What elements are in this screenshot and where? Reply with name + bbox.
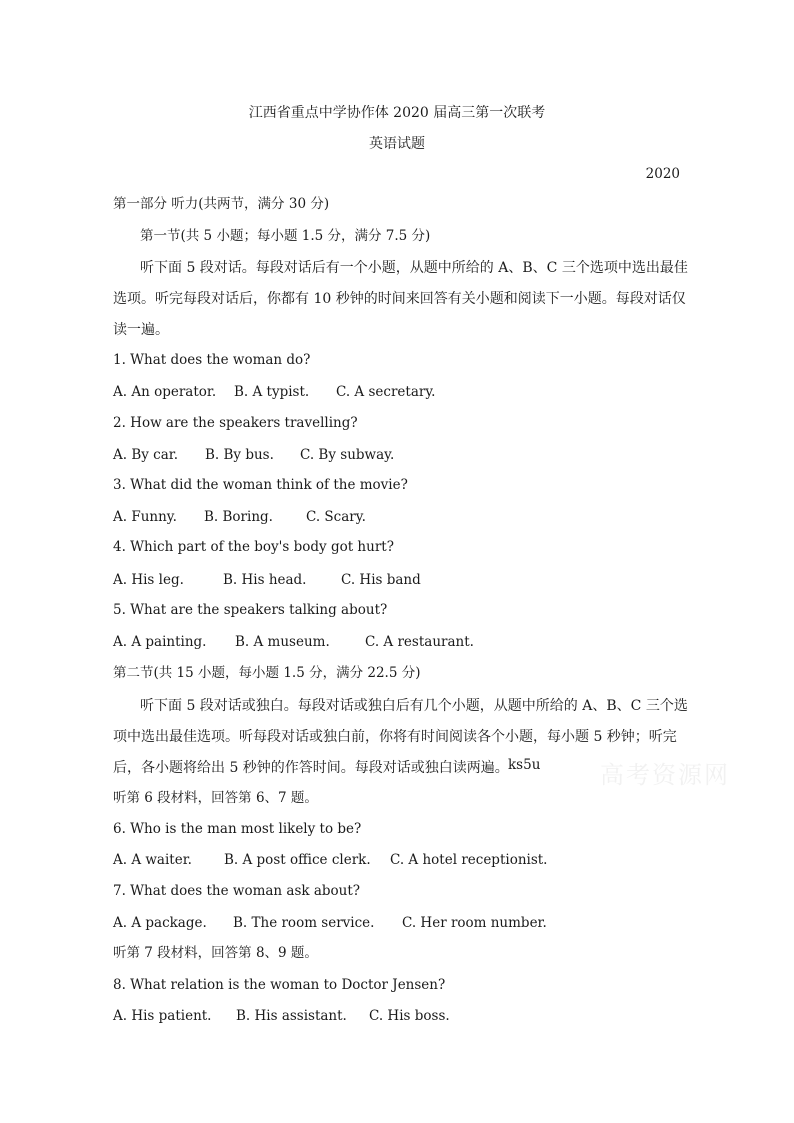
option-c: C. A hotel receptionist. (390, 852, 548, 868)
exam-year: 2020 (645, 166, 680, 182)
question-5: 5. What are the speakers talking about? (113, 602, 388, 618)
question-2: 2. How are the speakers travelling? (113, 415, 358, 431)
option-b: B. Boring. (204, 509, 273, 525)
question-6: 6. Who is the man most likely to be? (113, 821, 362, 837)
question-7: 7. What does the woman ask about? (113, 883, 361, 899)
question-8: 8. What relation is the woman to Doctor Jensen? (113, 977, 446, 993)
watermark: 高考资源网 (600, 761, 730, 789)
option-a: A. A package. (113, 915, 207, 931)
option-a: A. Funny. (113, 509, 177, 525)
option-a: A. A painting. (113, 634, 207, 650)
option-b: B. His head. (223, 572, 307, 588)
option-b: B. His assistant. (236, 1008, 347, 1024)
material-6-note: 听第 6 段材料，回答第 6、7 题。 (113, 790, 318, 806)
option-c: C. His boss. (369, 1008, 450, 1024)
option-c: C. A restaurant. (365, 634, 474, 650)
option-b: B. A post office clerk. (224, 852, 371, 868)
option-a: A. An operator. (113, 384, 217, 400)
section2-instructions-line-3: 后，各小题将给出 5 秒钟的作答时间。每段对话或独白读两遍。 (113, 760, 509, 776)
option-b: B. A museum. (235, 634, 330, 650)
section1-heading: 第一节(共 5 小题；每小题 1.5 分，满分 7.5 分) (140, 228, 431, 244)
option-c: C. His band (341, 572, 421, 588)
option-c: C. Her room number. (402, 915, 547, 931)
section1-instructions-line-1: 听下面 5 段对话。每段对话后有一个小题，从题中所给的 A、B、C 三个选项中选出最佳 (140, 260, 688, 276)
option-a: A. His leg. (113, 572, 184, 588)
exam-subtitle: 英语试题 (369, 136, 425, 152)
section2-heading: 第二节(共 15 小题，每小题 1.5 分，满分 22.5 分) (113, 665, 421, 681)
question-3: 3. What did the woman think of the movie? (113, 477, 408, 493)
option-b: B. A typist. (234, 384, 310, 400)
option-c: C. By subway. (300, 447, 395, 463)
section1-instructions-line-3: 读一遍。 (113, 322, 169, 338)
material-7-note: 听第 7 段材料，回答第 8、9 题。 (113, 945, 318, 961)
exam-title: 江西省重点中学协作体 2020 届高三第一次联考 (248, 105, 546, 121)
ks5u-mark: ks5u (508, 757, 541, 773)
question-1: 1. What does the woman do? (113, 352, 311, 368)
option-c: C. Scary. (306, 509, 366, 525)
option-c: C. A secretary. (336, 384, 436, 400)
question-4: 4. Which part of the boy's body got hurt? (113, 539, 394, 555)
option-a: A. His patient. (113, 1008, 212, 1024)
option-a: A. By car. (113, 447, 179, 463)
option-a: A. A waiter. (113, 852, 192, 868)
section2-instructions-line-2: 项中选出最佳选项。听每段对话或独白前，你将有时间阅读各个小题，每小题 5 秒钟；听完 (113, 729, 677, 745)
option-b: B. By bus. (205, 447, 274, 463)
section1-instructions-line-2: 选项。听完每段对话后，你都有 10 秒钟的时间来回答有关小题和阅读下一小题。每段对话仅 (113, 291, 686, 307)
section2-instructions-line-1: 听下面 5 段对话或独白。每段对话或独白后有几个小题，从题中所给的 A、B、C 三个选 (140, 698, 688, 714)
option-b: B. The room service. (233, 915, 375, 931)
part1-heading: 第一部分 听力(共两节，满分 30 分) (113, 196, 330, 212)
